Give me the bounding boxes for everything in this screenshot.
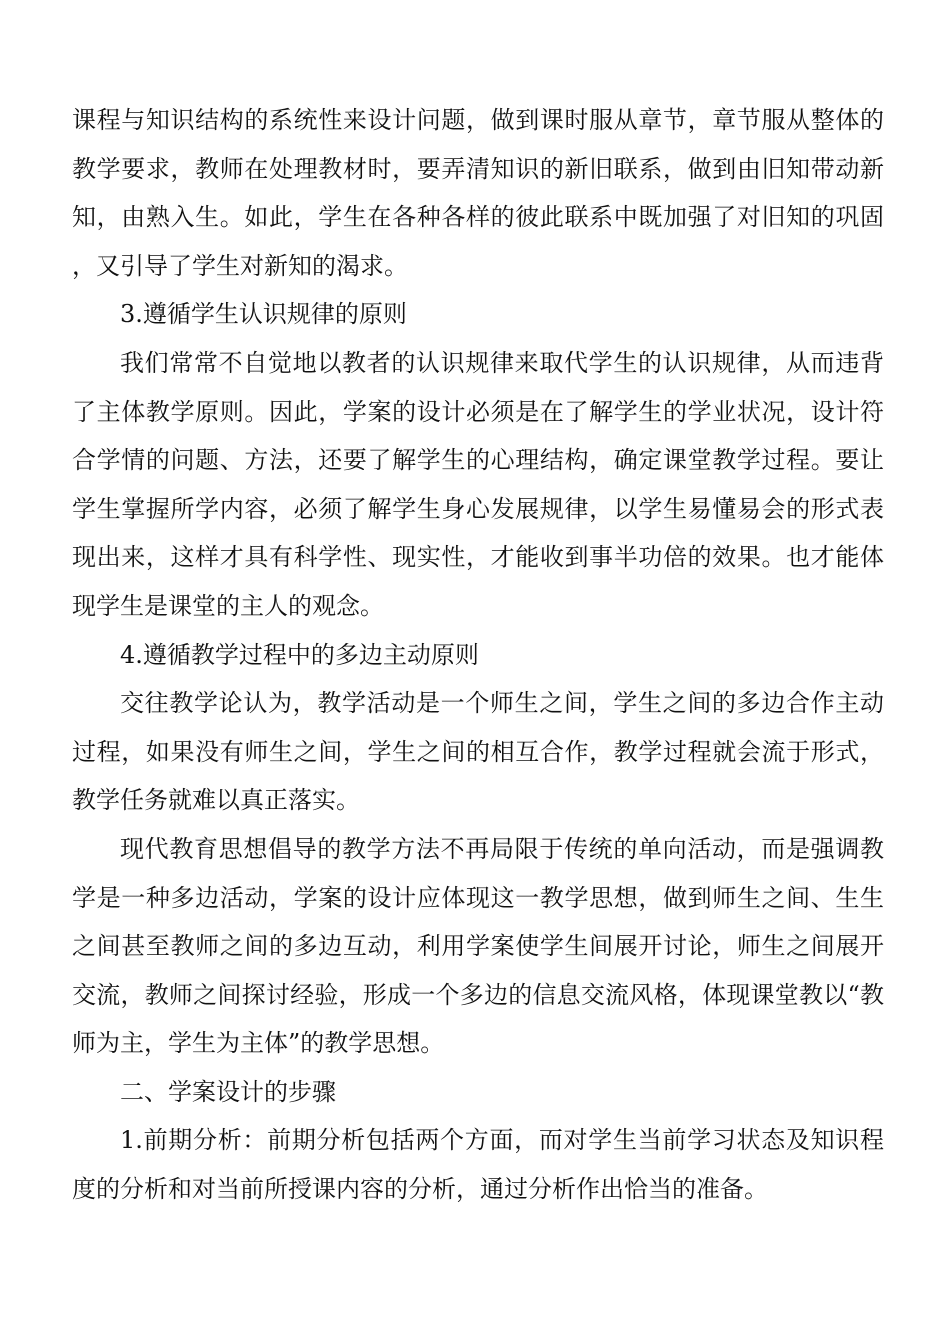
paragraph-principle-4-a: 交往教学论认为，教学活动是一个师生之间，学生之间的多边合作主动过程，如果没有师生之间，学生之间的相互合作，教学过程就会流于形式，教学任务就难以真正落实。	[72, 689, 884, 815]
paragraph-continuation: 课程与知识结构的系统性来设计问题，做到课时服从章节，章节服从整体的教学要求，教师在处理教材时，要弄清知识的新旧联系，做到由旧知带动新知，由熟入生。如此，学生在各种各样的彼此联系中既加强了对旧知的巩固，又引导了学生对新知的渴求。	[72, 106, 884, 280]
heading-principle-3: 3.遵循学生认识规律的原则	[120, 300, 407, 329]
section-heading-steps: 二、学案设计的步骤	[120, 1077, 336, 1106]
heading-principle-4: 4.遵循教学过程中的多边主动原则	[120, 640, 479, 669]
paragraph-principle-4-b: 现代教育思想倡导的教学方法不再局限于传统的单向活动，而是强调教学是一种多边活动，学案的设计应体现这一教学思想，做到师生之间、生生之间甚至教师之间的多边互动，利用学案使学生间展开讨论，师生之间展开交流，教师之间探讨经验，形成一个多边的信息交流风格，体现课堂教以“教师为主，学生为主体”的教学思想。	[72, 834, 884, 1058]
paragraph-step-1: 1.前期分析：前期分析包括两个方面，而对学生当前学习状态及知识程度的分析和对当前所授课内容的分析，通过分析作出恰当的准备。	[72, 1126, 884, 1204]
paragraph-principle-3: 我们常常不自觉地以教者的认识规律来取代学生的认识规律，从而违背了主体教学原则。因此，学案的设计必须是在了解学生的学业状况，设计符合学情的问题、方法，还要了解学生的心理结构，确定课堂教学过程。要让学生掌握所学内容，必须了解学生身心发展规律，以学生易懂易会的形式表现出来，这样才具有科学性、现实性，才能收到事半功倍的效果。也才能体现学生是课堂的主人的观念。	[72, 348, 884, 620]
document-body	[72, 96, 884, 1214]
